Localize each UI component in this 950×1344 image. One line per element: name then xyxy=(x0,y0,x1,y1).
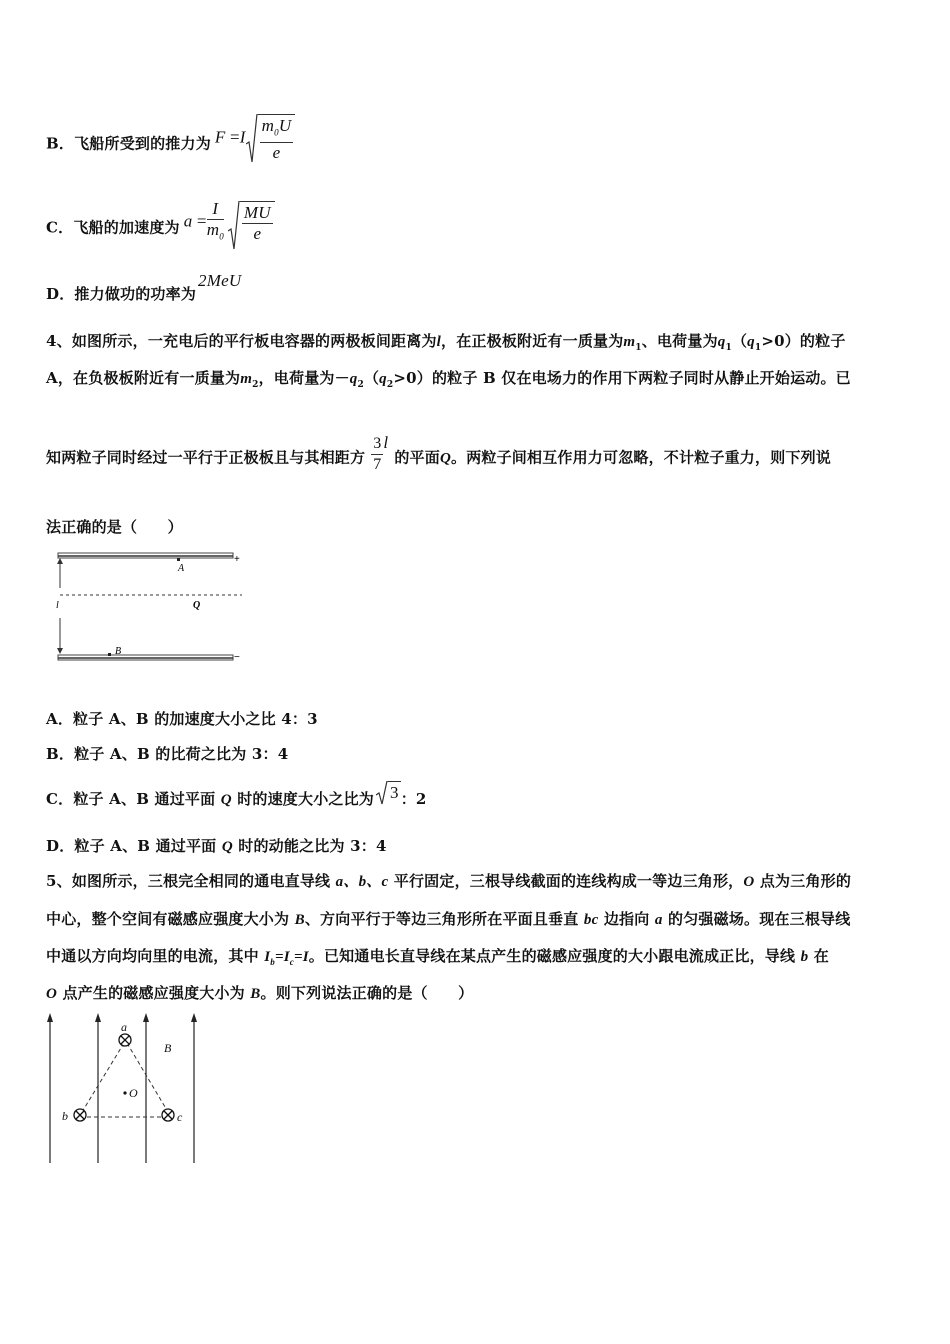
option-label: C． xyxy=(46,218,74,237)
svg-text:−: − xyxy=(234,652,240,663)
wire-a-icon xyxy=(119,1034,131,1046)
q3-option-b xyxy=(46,116,295,169)
svg-text:b: b xyxy=(62,1109,68,1123)
q4-line-1: 4、如图所示，一充电后的平行板电容器的两极板间距离为l，在正极板附近有一质量为$m_1$、电荷量为$q_1(q_1>0)$的粒子 xyxy=(46,332,846,353)
q5-line-3: 中通以方向均向里的电流，其中 $I_b=I_c=I$。已知通电长直导线在某点产生的磁感应强度的大小跟电流成正比，导线 b 在 xyxy=(46,947,829,967)
q3-option-d xyxy=(46,271,242,305)
q4-line-3: 知两粒子同时经过一平行于正极板且与其相距方 $\frac{3}{7}$ l的平面Q。两粒子间相互作用力可忽略，不计粒子重力，则下列说 xyxy=(46,433,832,473)
center-o-dot xyxy=(123,1091,126,1094)
particle-b-dot xyxy=(108,653,111,656)
option-text: 飞船所受到的推力为 xyxy=(74,134,211,153)
formula-acceleration: a = $\frac{I}{m_0}$ $\frac{MU}{e}$ xyxy=(184,199,275,246)
svg-text:a: a xyxy=(121,1020,127,1034)
triangle-dashed xyxy=(82,1043,168,1117)
wires-field-diagram xyxy=(40,1010,210,1170)
svg-text:+: + xyxy=(234,554,240,565)
option-label: B． xyxy=(46,134,75,153)
q4-option-c: C．粒子 A、B 通过平面 Q 时的速度大小之比为 3 ：2 xyxy=(46,788,427,811)
option-label: D． xyxy=(46,285,75,303)
capacitor-diagram xyxy=(50,548,250,670)
formula-thrust: F =I $\frac{m_0U}{e}$ xyxy=(215,114,295,163)
particle-a-dot xyxy=(177,558,180,561)
svg-text:A: A xyxy=(178,563,185,574)
svg-text:B: B xyxy=(164,1041,172,1055)
q4-line-2: A，在负极板附近有一质量为$m_2$，电荷量为$-q_2(q_2>0)$的粒子 B 仅在电场力的作用下两粒子同时从静止开始运动。已 xyxy=(46,369,851,390)
q5-line-1: 5、如图所示，三根完全相同的通电直导线 a、b、c 平行固定，三根导线截面的连线构成一等边三角形，O 点为三角形的 xyxy=(46,872,852,890)
svg-text:B: B xyxy=(115,646,122,657)
q4-line-4: 法正确的是（ ） xyxy=(46,518,183,536)
option-text: 飞船的加速度为 xyxy=(73,218,180,237)
formula-power: 2MeU xyxy=(198,271,242,290)
svg-text:Q: Q xyxy=(193,600,201,611)
svg-text:l: l xyxy=(56,600,59,611)
fraction-three-sevenths: $\frac{3}{7}$ l xyxy=(373,433,389,473)
q5-line-4: O 点产生的磁感应强度大小为 B。则下列说法正确的是（ ） xyxy=(46,984,474,1002)
sqrt-three: 3 xyxy=(376,781,401,803)
q4-option-a: A．粒子 A、B 的加速度大小之比 4：3 xyxy=(46,710,318,728)
option-text: 推力做功的功率为 xyxy=(74,285,197,303)
q5-line-2: 中心，整个空间有磁感应强度大小为 B、方向平行于等边三角形所在平面且垂直 bc 边指向 a 的匀强磁场。现在三根导线 xyxy=(46,910,851,928)
svg-text:O: O xyxy=(129,1086,138,1100)
q4-option-b: B．粒子 A、B 的比荷之比为 3：4 xyxy=(46,745,289,763)
wire-b-icon xyxy=(74,1109,86,1121)
q4-option-d: D．粒子 A、B 通过平面 Q 时的动能之比为 3：4 xyxy=(46,837,387,855)
wire-c-icon xyxy=(162,1109,174,1121)
q3-option-c xyxy=(46,199,275,252)
svg-text:c: c xyxy=(177,1110,183,1124)
